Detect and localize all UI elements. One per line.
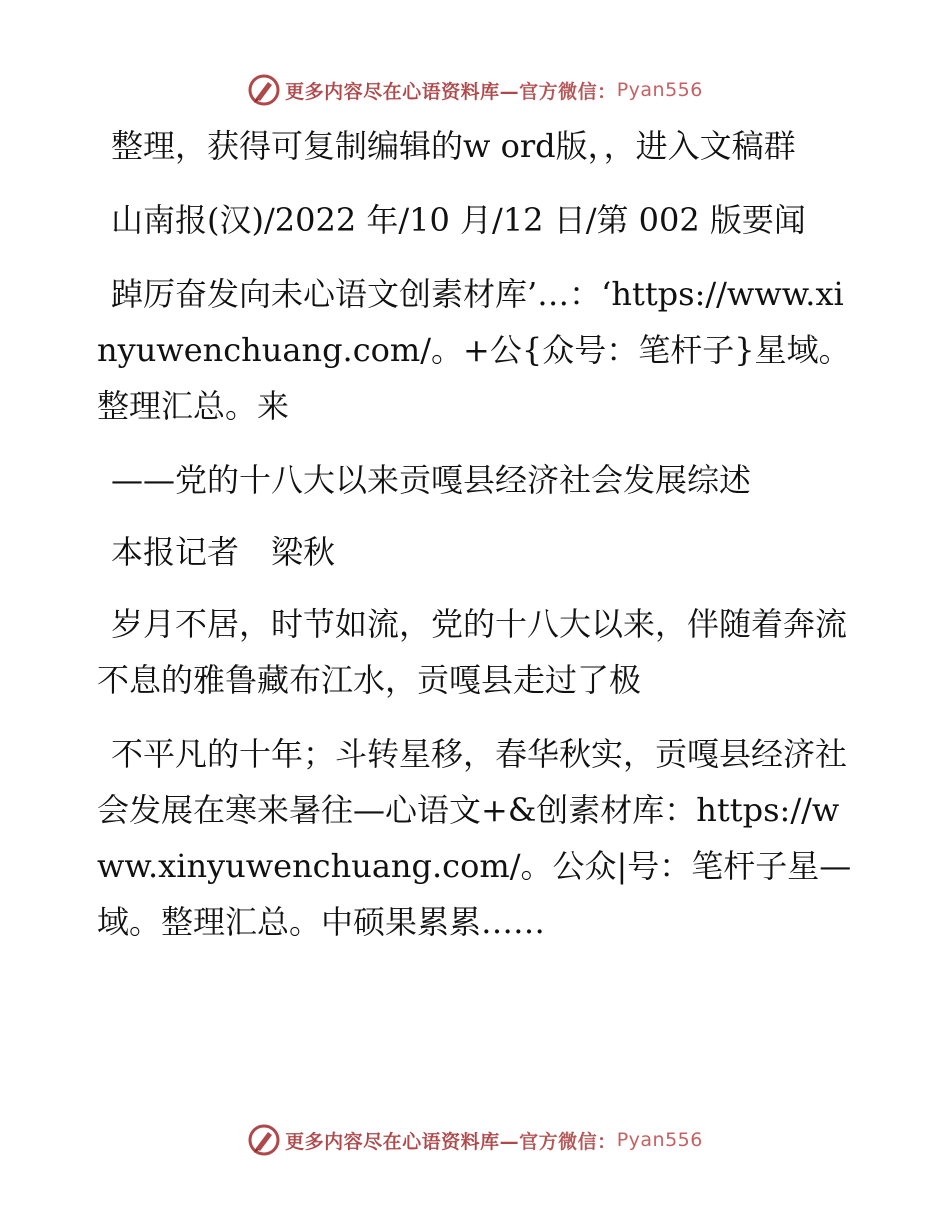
paragraph-title: 踔厉奋发向未心语文创素材库’…：‘https://www.xinyuwenchuang.com/。+公{众号：笔杆子}星域。整理汇总。来	[97, 275, 851, 425]
paragraph-byline: 本报记者 梁秋	[111, 533, 336, 571]
banner-text: 更多内容尽在心语资料库—	[285, 80, 520, 103]
banner-wechat-id: Pyan556	[616, 79, 703, 101]
pen-logo-icon	[247, 1123, 281, 1157]
banner-wechat-label: 官方微信：	[519, 1130, 617, 1153]
banner-text: 更多内容尽在心语资料库—	[285, 1130, 520, 1153]
paragraph-body-2: 不平凡的十年；斗转星移，春华秋实，贡嘎县经济社会发展在寒来暑往—心语文+&创素材库：https://www.xinyuwenchuang.com/。公众|号：笔杆子星—域。整理汇总。中硕果累累……	[97, 735, 852, 941]
paragraph-intro: 整理，获得可复制编辑的w ord版，，进入文稿群	[111, 127, 796, 165]
article-body	[97, 118, 857, 968]
banner-wechat-id: Pyan556	[616, 1129, 703, 1151]
paragraph-source: 山南报(汉)/2022 年/10 月/12 日/第 002 版要闻	[111, 201, 806, 239]
banner-wechat-label: 官方微信：	[519, 80, 617, 103]
paragraph-body-1: 岁月不居，时节如流，党的十八大以来，伴随着奔流不息的雅鲁藏布江水，贡嘎县走过了极	[97, 605, 848, 699]
header-banner	[0, 70, 950, 110]
paragraph-subtitle: ——党的十八大以来贡嘎县经济社会发展综述	[111, 461, 752, 499]
footer-banner	[0, 1120, 950, 1160]
pen-logo-icon	[247, 73, 281, 107]
